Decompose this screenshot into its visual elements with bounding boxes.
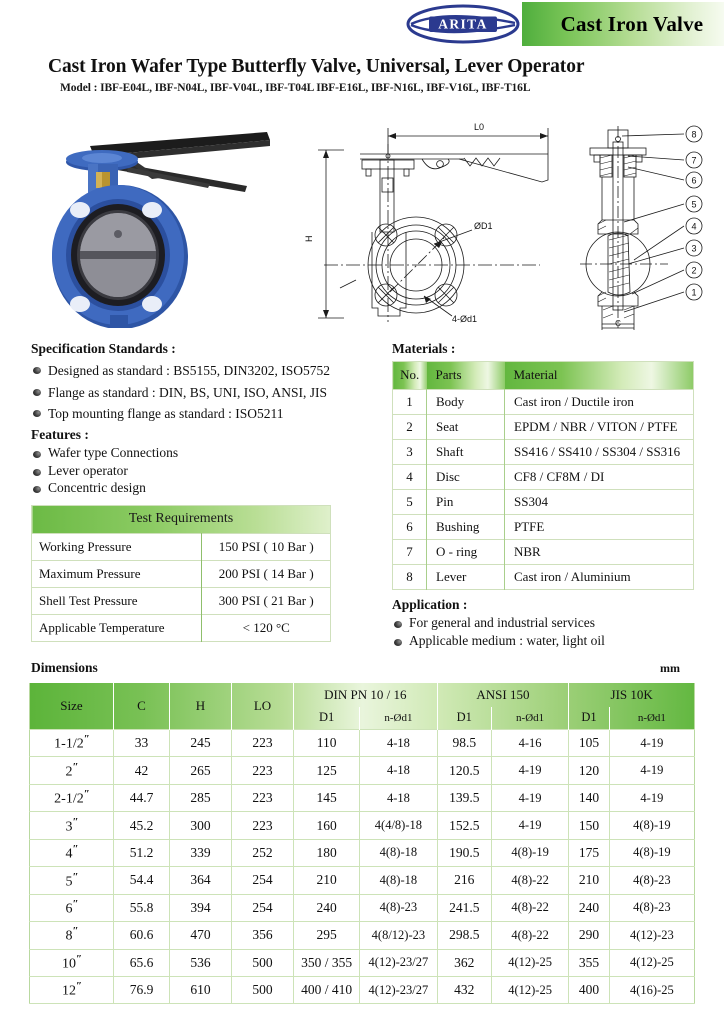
features-section xyxy=(31,427,391,497)
inch-mark: ″ xyxy=(72,843,78,856)
cell-din-nd: 4-18 xyxy=(360,757,437,784)
cell-lo: 500 xyxy=(232,949,294,976)
cell-lo: 223 xyxy=(232,730,294,757)
cell-c: 65.6 xyxy=(114,949,170,976)
cell-size: 3″ xyxy=(30,812,114,839)
table-header-row xyxy=(393,362,694,390)
cell-material: SS416 / SS410 / SS304 / SS316 xyxy=(505,440,694,465)
column-header-ansi-nd1: n-Ød1 xyxy=(491,707,568,730)
cell-jis-d1: 240 xyxy=(569,894,609,921)
cell-size: 2-1/2″ xyxy=(30,784,114,811)
dim-label-H: H xyxy=(304,235,314,242)
column-header-material: Material xyxy=(505,362,694,390)
application-list xyxy=(392,614,694,649)
row-label: Working Pressure xyxy=(32,534,202,561)
cell-ansi-d1: 432 xyxy=(437,976,491,1003)
column-header-size: Size xyxy=(60,697,83,713)
cell-jis-d1: 140 xyxy=(569,784,609,811)
inch-mark: ″ xyxy=(75,952,82,965)
cell-ansi-d1: 241.5 xyxy=(437,894,491,921)
table-row xyxy=(32,561,331,588)
table-row xyxy=(393,490,694,515)
test-requirements-table xyxy=(31,505,331,642)
cell-jis-d1: 150 xyxy=(569,812,609,839)
cell-size: 2″ xyxy=(30,757,114,784)
cell-din-d1: 145 xyxy=(294,784,360,811)
list-item: For general and industrial services xyxy=(392,614,694,632)
cell-din-nd: 4(8/12)-23 xyxy=(360,922,437,949)
table-row xyxy=(30,949,695,976)
cell-din-nd: 4(12)-23/27 xyxy=(360,949,437,976)
cell-h: 610 xyxy=(170,976,232,1003)
cell-size: 6″ xyxy=(30,894,114,921)
cell-material: SS304 xyxy=(505,490,694,515)
callout-7: 7 xyxy=(691,155,697,166)
inch-mark: ″ xyxy=(72,870,78,883)
cell-din-d1: 400 / 410 xyxy=(294,976,360,1003)
specification-standards-section xyxy=(31,341,391,425)
callout-8: 8 xyxy=(691,129,697,140)
cell-din-nd: 4(12)-23/27 xyxy=(360,976,437,1003)
cell-lo: 223 xyxy=(232,784,294,811)
table-row xyxy=(393,390,694,415)
cell-c: 55.8 xyxy=(114,894,170,921)
cell-no: 2 xyxy=(393,415,427,440)
cell-lo: 223 xyxy=(232,757,294,784)
cell-c: 42 xyxy=(114,757,170,784)
table-row xyxy=(32,534,331,561)
specification-standards-list xyxy=(31,360,391,425)
cell-c: 45.2 xyxy=(114,812,170,839)
column-header-parts: Parts xyxy=(427,362,505,390)
materials-table xyxy=(392,361,694,590)
list-item: Applicable medium : water, light oil xyxy=(392,632,694,650)
inch-mark: ″ xyxy=(83,788,89,801)
cell-din-nd: 4(4/8)-18 xyxy=(360,812,437,839)
cell-din-nd: 4-18 xyxy=(360,784,437,811)
arita-logo xyxy=(404,2,522,46)
cell-jis-d1: 105 xyxy=(569,730,609,757)
row-value: 300 PSI ( 21 Bar ) xyxy=(202,588,331,615)
cell-part: Pin xyxy=(427,490,505,515)
application-heading: Application : xyxy=(392,597,468,612)
row-value: < 120 °C xyxy=(202,615,331,642)
cell-ansi-nd: 4(8)-19 xyxy=(491,839,568,866)
cell-din-nd: 4(8)-23 xyxy=(360,894,437,921)
cell-part: Lever xyxy=(427,565,505,590)
valve-photo xyxy=(32,112,304,328)
inch-mark: ″ xyxy=(72,925,78,938)
cell-din-nd: 4(8)-18 xyxy=(360,867,437,894)
table-row xyxy=(30,922,695,949)
cell-ansi-d1: 139.5 xyxy=(437,784,491,811)
cell-h: 285 xyxy=(170,784,232,811)
cell-ansi-nd: 4-16 xyxy=(491,730,568,757)
cell-no: 7 xyxy=(393,540,427,565)
cell-ansi-nd: 4(12)-25 xyxy=(491,949,568,976)
cell-ansi-nd: 4-19 xyxy=(491,784,568,811)
cell-jis-nd: 4(16)-25 xyxy=(609,976,694,1003)
cell-jis-nd: 4-19 xyxy=(609,730,694,757)
cell-no: 3 xyxy=(393,440,427,465)
cell-c: 44.7 xyxy=(114,784,170,811)
page-title: Cast Iron Wafer Type Butterfly Valve, Universal, Lever Operator xyxy=(48,56,585,77)
callout-3: 3 xyxy=(691,243,697,254)
dim-label-holes: 4-Ød1 xyxy=(452,314,478,324)
cell-jis-nd: 4-19 xyxy=(609,784,694,811)
test-requirements-title: Test Requirements xyxy=(32,506,331,534)
cross-section-svg xyxy=(572,112,718,330)
cell-h: 394 xyxy=(170,894,232,921)
cell-jis-d1: 355 xyxy=(569,949,609,976)
cell-din-d1: 295 xyxy=(294,922,360,949)
cell-jis-nd: 4(8)-19 xyxy=(609,839,694,866)
cell-jis-d1: 175 xyxy=(569,839,609,866)
cell-c: 51.2 xyxy=(114,839,170,866)
cell-lo: 254 xyxy=(232,894,294,921)
inch-mark: ″ xyxy=(72,760,78,773)
cell-ansi-d1: 152.5 xyxy=(437,812,491,839)
features-heading: Features : xyxy=(31,427,89,442)
materials-heading: Materials : xyxy=(392,341,456,356)
table-row xyxy=(393,415,694,440)
cell-part: Seat xyxy=(427,415,505,440)
cell-ansi-d1: 362 xyxy=(437,949,491,976)
cell-material: NBR xyxy=(505,540,694,565)
cell-jis-nd: 4(8)-23 xyxy=(609,867,694,894)
callout-5: 5 xyxy=(691,199,697,210)
table-header-row-groups xyxy=(30,683,695,707)
column-header-din-d1: D1 xyxy=(294,707,360,730)
table-row xyxy=(393,565,694,590)
column-header-no: No. xyxy=(393,362,427,390)
list-item: Lever operator xyxy=(31,462,391,480)
cell-din-d1: 110 xyxy=(294,730,360,757)
cell-material: PTFE xyxy=(505,515,694,540)
row-label: Applicable Temperature xyxy=(32,615,202,642)
cell-c: 54.4 xyxy=(114,867,170,894)
cell-jis-nd: 4-19 xyxy=(609,757,694,784)
column-header-h: H xyxy=(170,683,232,730)
table-row xyxy=(30,839,695,866)
cell-ansi-d1: 98.5 xyxy=(437,730,491,757)
arita-logo-text: ARITA xyxy=(438,16,488,32)
inch-mark: ″ xyxy=(83,733,89,746)
list-item: Designed as standard : BS5155, DIN3202, ISO5752 xyxy=(31,360,391,382)
cell-din-d1: 240 xyxy=(294,894,360,921)
callout-4: 4 xyxy=(691,221,697,232)
cell-size: 10″ xyxy=(30,949,114,976)
cell-ansi-nd: 4-19 xyxy=(491,812,568,839)
cell-ansi-nd: 4(8)-22 xyxy=(491,894,568,921)
table-row xyxy=(30,894,695,921)
cell-h: 265 xyxy=(170,757,232,784)
column-group-din: DIN PN 10 / 16 xyxy=(294,683,438,707)
cross-section-drawing xyxy=(572,112,718,330)
cell-lo: 252 xyxy=(232,839,294,866)
inch-mark: ″ xyxy=(75,980,82,993)
callout-6: 6 xyxy=(691,175,697,186)
cell-size: 1-1/2″ xyxy=(30,730,114,757)
cell-jis-nd: 4(12)-25 xyxy=(609,949,694,976)
callout-1: 1 xyxy=(691,287,697,298)
cell-h: 536 xyxy=(170,949,232,976)
cell-ansi-nd: 4-19 xyxy=(491,757,568,784)
dim-label-D1: ØD1 xyxy=(474,221,493,231)
application-section xyxy=(392,597,694,649)
cell-no: 6 xyxy=(393,515,427,540)
cell-material: EPDM / NBR / VITON / PTFE xyxy=(505,415,694,440)
table-row xyxy=(30,757,695,784)
dim-label-L0: L0 xyxy=(474,122,485,132)
table-row xyxy=(393,515,694,540)
cell-lo: 223 xyxy=(232,812,294,839)
cell-ansi-d1: 216 xyxy=(437,867,491,894)
materials-section xyxy=(392,341,694,590)
cell-jis-nd: 4(8)-23 xyxy=(609,894,694,921)
cell-h: 470 xyxy=(170,922,232,949)
cell-h: 300 xyxy=(170,812,232,839)
dimensions-table-body xyxy=(30,730,695,1004)
dimensions-unit: mm xyxy=(660,661,680,675)
table-header-row xyxy=(32,506,331,534)
table-row xyxy=(30,976,695,1003)
column-header-jis-d1: D1 xyxy=(569,707,609,730)
cell-din-d1: 350 / 355 xyxy=(294,949,360,976)
cell-h: 364 xyxy=(170,867,232,894)
cell-no: 4 xyxy=(393,465,427,490)
cell-c: 60.6 xyxy=(114,922,170,949)
cell-material: Cast iron / Ductile iron xyxy=(505,390,694,415)
list-item: Wafer type Connections xyxy=(31,444,391,462)
column-header-jis-nd1: n-Ød1 xyxy=(609,707,694,730)
cell-no: 1 xyxy=(393,390,427,415)
cell-lo: 500 xyxy=(232,976,294,1003)
cell-no: 8 xyxy=(393,565,427,590)
assembly-drawing-svg xyxy=(304,110,566,330)
list-item: Flange as standard : DIN, BS, UNI, ISO, ANSI, JIS xyxy=(31,382,391,404)
cell-din-nd: 4-18 xyxy=(360,730,437,757)
cell-din-d1: 210 xyxy=(294,867,360,894)
cell-part: Shaft xyxy=(427,440,505,465)
list-item: Concentric design xyxy=(31,479,391,497)
table-row xyxy=(393,465,694,490)
cell-part: O - ring xyxy=(427,540,505,565)
cell-din-d1: 125 xyxy=(294,757,360,784)
cell-h: 339 xyxy=(170,839,232,866)
cell-ansi-d1: 298.5 xyxy=(437,922,491,949)
cell-din-d1: 160 xyxy=(294,812,360,839)
cell-size: 8″ xyxy=(30,922,114,949)
cell-jis-d1: 210 xyxy=(569,867,609,894)
page-banner xyxy=(0,0,724,48)
row-label: Maximum Pressure xyxy=(32,561,202,588)
cell-c: 33 xyxy=(114,730,170,757)
table-row xyxy=(30,812,695,839)
column-header-lo: LO xyxy=(232,683,294,730)
column-header-din-nd1: n-Ød1 xyxy=(360,707,437,730)
dimensions-heading: Dimensions xyxy=(31,660,98,675)
row-value: 150 PSI ( 10 Bar ) xyxy=(202,534,331,561)
valve-photo-illustration xyxy=(32,112,304,328)
column-header-c: C xyxy=(114,683,170,730)
cell-din-d1: 180 xyxy=(294,839,360,866)
cell-ansi-d1: 190.5 xyxy=(437,839,491,866)
cell-ansi-nd: 4(8)-22 xyxy=(491,922,568,949)
column-group-jis: JIS 10K xyxy=(569,683,695,707)
cell-ansi-nd: 4(12)-25 xyxy=(491,976,568,1003)
cell-jis-nd: 4(8)-19 xyxy=(609,812,694,839)
cell-part: Disc xyxy=(427,465,505,490)
cell-c: 76.9 xyxy=(114,976,170,1003)
cell-material: CF8 / CF8M / DI xyxy=(505,465,694,490)
table-row xyxy=(32,588,331,615)
cell-din-nd: 4(8)-18 xyxy=(360,839,437,866)
cell-material: Cast iron / Aluminium xyxy=(505,565,694,590)
callout-2: 2 xyxy=(691,265,697,276)
cell-no: 5 xyxy=(393,490,427,515)
cell-jis-d1: 400 xyxy=(569,976,609,1003)
dim-label-C: C xyxy=(615,319,621,328)
list-item: Top mounting flange as standard : ISO5211 xyxy=(31,403,391,425)
table-row xyxy=(30,730,695,757)
cell-jis-nd: 4(12)-23 xyxy=(609,922,694,949)
features-list xyxy=(31,444,391,497)
cell-size: 5″ xyxy=(30,867,114,894)
cell-lo: 356 xyxy=(232,922,294,949)
cell-lo: 254 xyxy=(232,867,294,894)
banner-title: Cast Iron Valve xyxy=(560,11,704,36)
inch-mark: ″ xyxy=(72,898,78,911)
cell-jis-d1: 120 xyxy=(569,757,609,784)
table-row xyxy=(30,784,695,811)
cell-ansi-nd: 4(8)-22 xyxy=(491,867,568,894)
table-row xyxy=(30,867,695,894)
cell-size: 12″ xyxy=(30,976,114,1003)
row-label: Shell Test Pressure xyxy=(32,588,202,615)
dimensions-table xyxy=(29,683,695,1004)
arita-logo-icon xyxy=(405,3,521,45)
cell-ansi-d1: 120.5 xyxy=(437,757,491,784)
cell-part: Body xyxy=(427,390,505,415)
cell-part: Bushing xyxy=(427,515,505,540)
column-header-ansi-d1: D1 xyxy=(437,707,491,730)
table-row xyxy=(393,540,694,565)
cell-h: 245 xyxy=(170,730,232,757)
assembly-drawing xyxy=(304,110,566,330)
cell-size: 4″ xyxy=(30,839,114,866)
table-row xyxy=(393,440,694,465)
specification-standards-heading: Specification Standards : xyxy=(31,341,176,356)
row-value: 200 PSI ( 14 Bar ) xyxy=(202,561,331,588)
model-line: Model : IBF-E04L, IBF-N04L, IBF-V04L, IBF-T04L IBF-E16L, IBF-N16L, IBF-V16L, IBF-T16L xyxy=(60,82,531,94)
table-row xyxy=(32,615,331,642)
column-group-ansi: ANSI 150 xyxy=(437,683,569,707)
inch-mark: ″ xyxy=(72,815,78,828)
cell-jis-d1: 290 xyxy=(569,922,609,949)
